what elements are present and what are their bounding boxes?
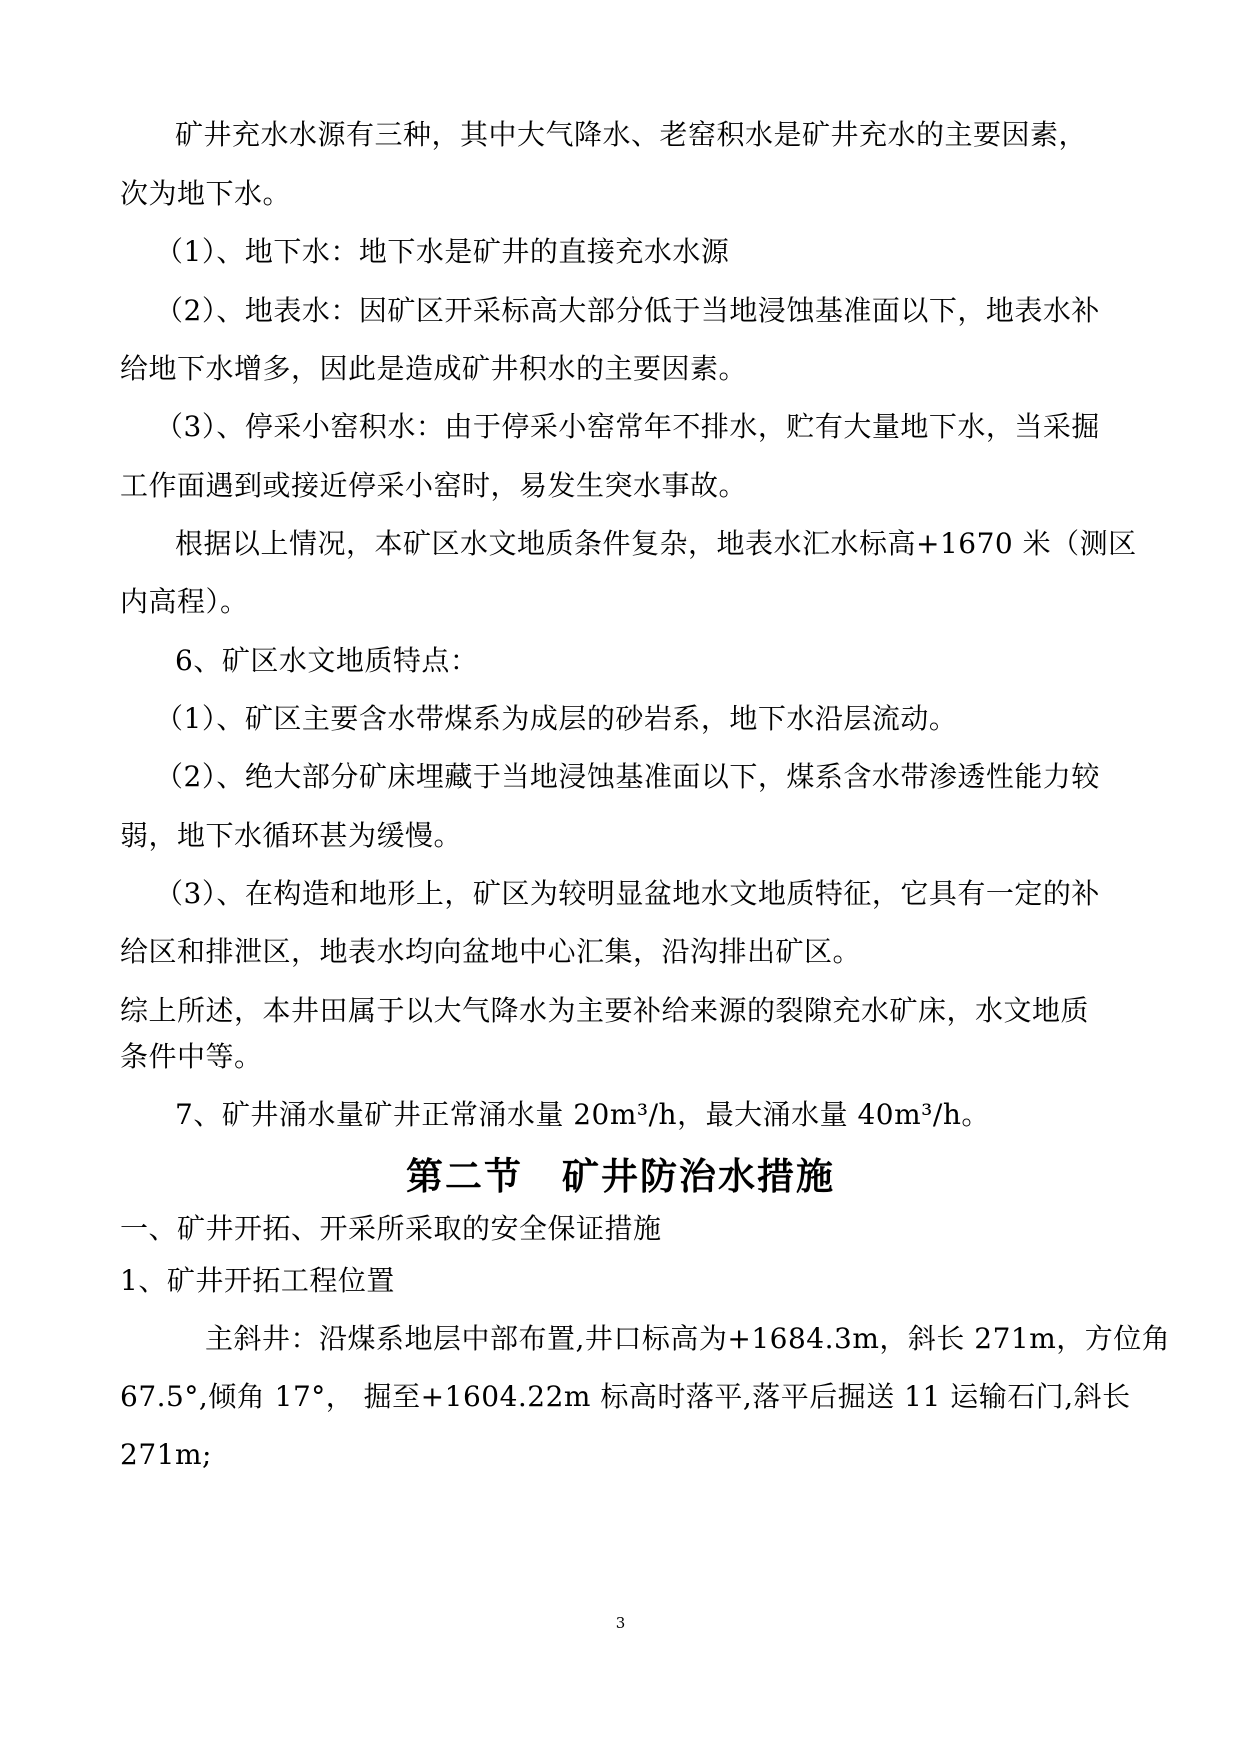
body-line: 271m;: [120, 1438, 212, 1471]
body-line: 工作面遇到或接近停采小窑时，易发生突水事故。: [120, 469, 748, 502]
body-line: 条件中等。: [120, 1040, 263, 1073]
page-number: 3: [615, 1614, 626, 1632]
body-line: 弱，地下水循环甚为缓慢。: [120, 819, 463, 852]
body-line: 矿井充水水源有三种，其中大气降水、老窑积水是矿井充水的主要因素，: [175, 118, 1088, 151]
body-line: 给地下水增多，因此是造成矿井积水的主要因素。: [120, 352, 748, 385]
body-line: （3）、在构造和地形上，矿区为较明显盆地水文地质特征，它具有一定的补: [155, 877, 1100, 910]
body-line: 综上所述，本井田属于以大气降水为主要补给来源的裂隙充水矿床，水文地质: [120, 994, 1090, 1027]
body-line: 内高程）。: [120, 585, 249, 618]
body-line: （3）、停采小窑积水：由于停采小窑常年不排水，贮有大量地下水，当采掘: [155, 410, 1100, 443]
body-line: 主斜井：沿煤系地层中部布置,井口标高为+1684.3m，斜长 271m，方位角: [205, 1322, 1171, 1355]
body-line: 给区和排泄区，地表水均向盆地中心汇集，沿沟排出矿区。: [120, 935, 862, 968]
body-line: 6、矿区水文地质特点：: [175, 644, 479, 677]
body-line: （2）、绝大部分矿床埋藏于当地浸蚀基准面以下，煤系含水带渗透性能力较: [155, 760, 1100, 793]
body-line: 7、矿井涌水量矿井正常涌水量 20m³/h，最大涌水量 40m³/h。: [175, 1098, 990, 1131]
body-line: 根据以上情况，本矿区水文地质条件复杂，地表水汇水标高+1670 米（测区: [175, 527, 1137, 560]
body-line: （1）、地下水：地下水是矿井的直接充水水源: [155, 235, 730, 268]
body-line: （2）、地表水：因矿区开采标高大部分低于当地浸蚀基准面以下，地表水补: [155, 294, 1100, 327]
section-heading: 第二节 矿井防治水措施: [406, 1155, 835, 1198]
body-line: 1、矿井开拓工程位置: [120, 1264, 395, 1297]
body-line: 一、矿井开拓、开采所采取的安全保证措施: [120, 1212, 662, 1245]
body-line: （1）、矿区主要含水带煤系为成层的砂岩系，地下水沿层流动。: [155, 702, 958, 735]
body-line: 次为地下水。: [120, 177, 292, 210]
body-line: 67.5°,倾角 17°， 掘至+1604.22m 标高时落平,落平后掘送 11 运输石门,斜长: [120, 1380, 1131, 1413]
